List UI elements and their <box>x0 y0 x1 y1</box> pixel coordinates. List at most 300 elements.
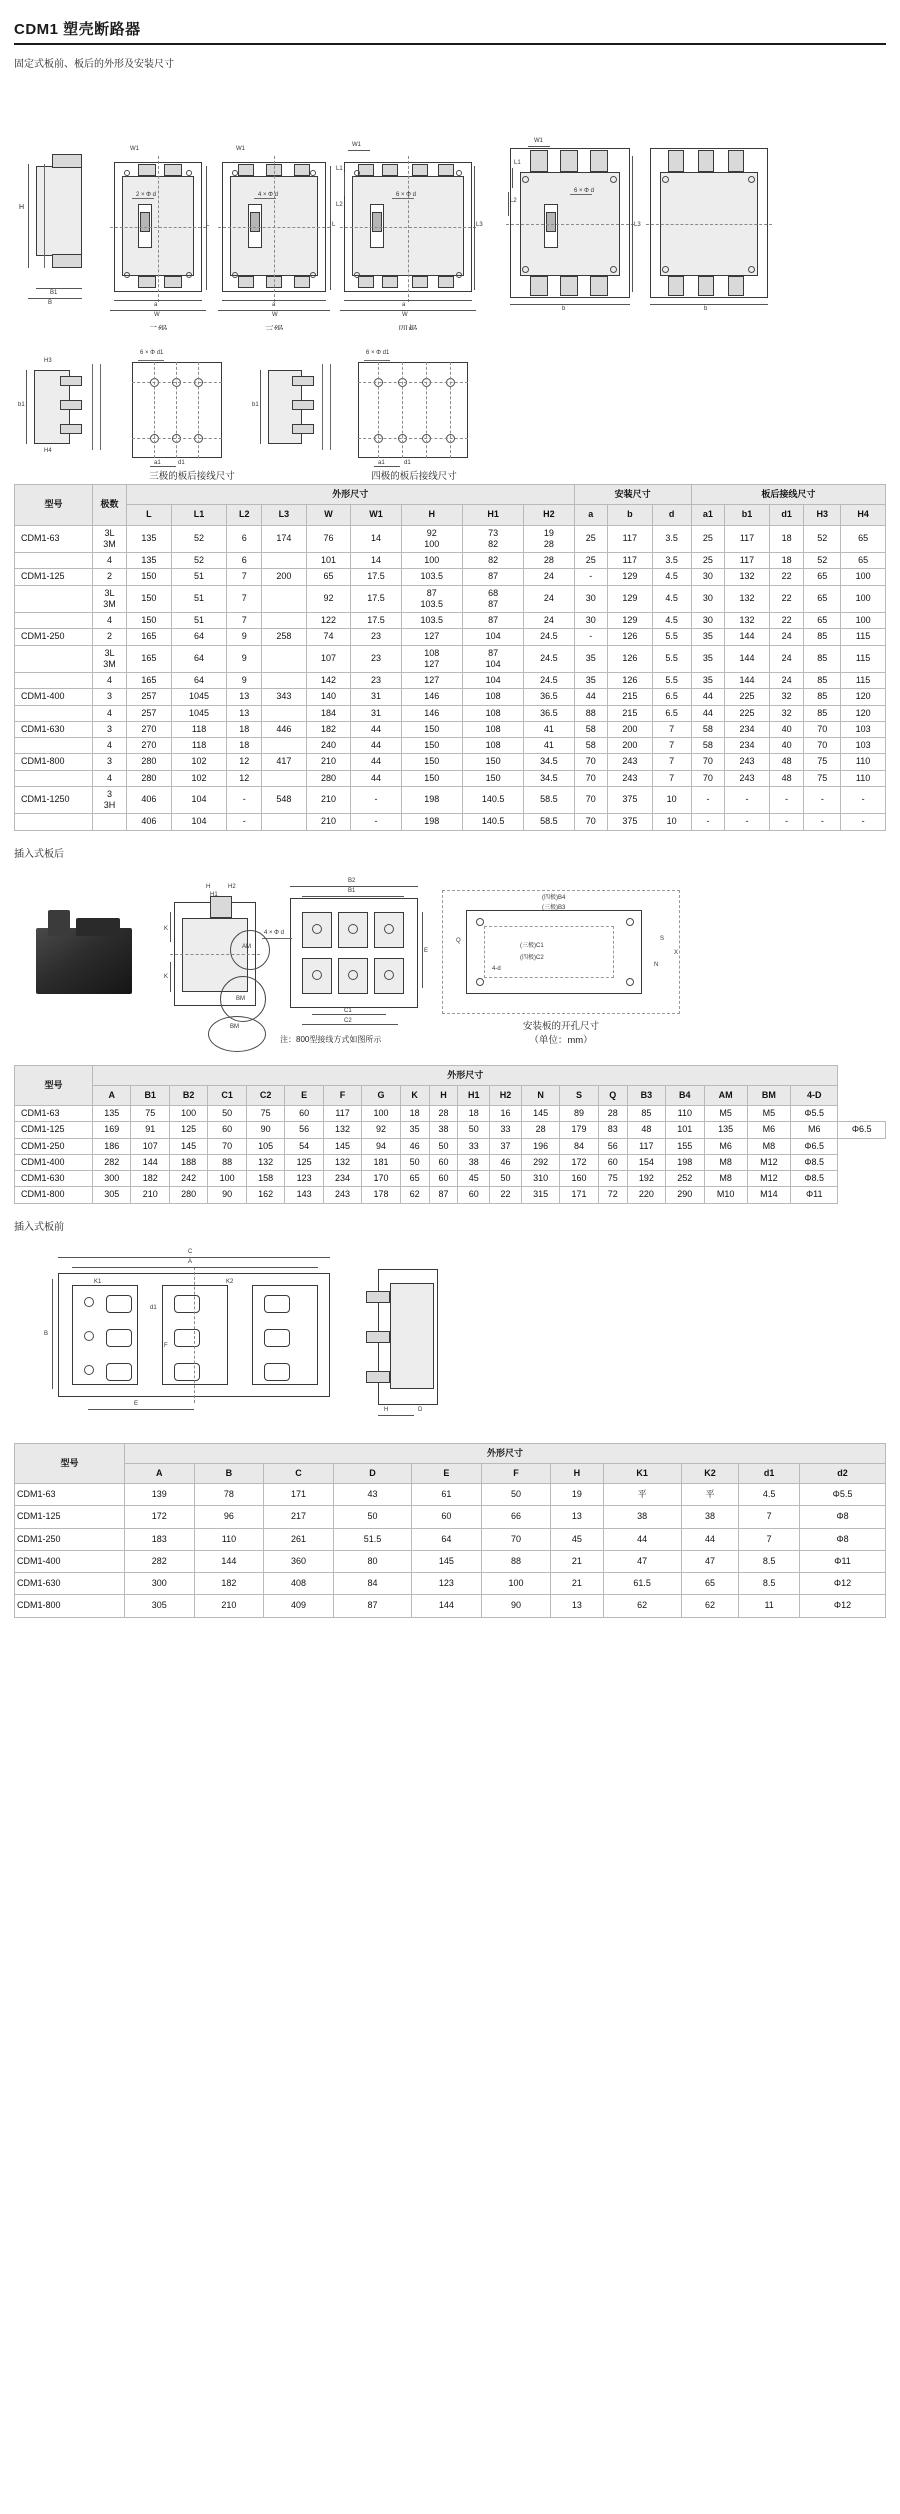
cell-value: Φ6.5 <box>791 1138 838 1154</box>
cell-value: 375 <box>608 786 653 814</box>
cell-value: 406 <box>127 814 172 830</box>
cell-value: 150 <box>401 770 462 786</box>
cell-value: 104 <box>171 814 227 830</box>
cell-value: 292 <box>521 1154 559 1170</box>
table-row <box>15 689 886 705</box>
cell-model <box>15 770 93 786</box>
cell-value: 80 <box>333 1550 411 1572</box>
cell-value: 146 <box>401 705 462 721</box>
cell-value: 18 <box>400 1106 429 1122</box>
cell-value: 76 <box>306 525 351 553</box>
cell-value: 132 <box>323 1154 361 1170</box>
th-a1: a1 <box>691 505 724 525</box>
cell-value: 4 <box>93 613 127 629</box>
cell-value: 28 <box>429 1106 458 1122</box>
cell-value: 65 <box>841 553 886 569</box>
th3-col-K2: K2 <box>681 1463 738 1483</box>
table-row <box>15 1138 886 1154</box>
table-row <box>15 645 886 673</box>
cell-value: 72 <box>598 1187 627 1203</box>
cell-value: 100 <box>841 585 886 613</box>
cell-value: 52 <box>171 553 227 569</box>
cell-value: - <box>769 786 804 814</box>
cell-value: - <box>574 629 607 645</box>
cell-value: 64 <box>412 1528 482 1550</box>
cell-value: 360 <box>264 1550 334 1572</box>
cell-value: 155 <box>666 1138 704 1154</box>
cell-value: 104 <box>462 673 523 689</box>
cell-value: 150 <box>401 754 462 770</box>
cell-value: 243 <box>725 770 770 786</box>
table2-group-row <box>15 1065 886 1085</box>
cell-value: 408 <box>264 1573 334 1595</box>
cell-value: 103 <box>841 721 886 737</box>
dimensions-table-plugin-rear <box>14 1065 886 1204</box>
cell-value: 24.5 <box>524 673 574 689</box>
table3-head <box>15 1443 886 1484</box>
cell-value: 51 <box>171 613 227 629</box>
table-row <box>15 525 886 553</box>
cell-value: 58.5 <box>524 786 574 814</box>
cell-value: M10 <box>704 1187 747 1203</box>
cell-value: 140 <box>306 689 351 705</box>
cell-value: 75 <box>131 1106 169 1122</box>
cell-value: - <box>227 786 262 814</box>
cell-value: 35 <box>574 645 607 673</box>
cell-value: 3L 3M <box>93 645 127 673</box>
cell-value: 258 <box>262 629 307 645</box>
cell-value: 150 <box>127 613 172 629</box>
cell-value: 375 <box>608 814 653 830</box>
cell-value: 70 <box>574 814 607 830</box>
cell-value: 172 <box>125 1506 195 1528</box>
cell-value: 145 <box>323 1138 361 1154</box>
table1-col-row <box>15 505 886 525</box>
cell-value: 198 <box>401 814 462 830</box>
title-rule <box>14 43 886 45</box>
cell-value: Φ11 <box>800 1550 886 1572</box>
cell-value: 61 <box>412 1484 482 1506</box>
cell-value: 4 <box>93 770 127 786</box>
th-d1: d1 <box>769 505 804 525</box>
cell-value: 101 <box>306 553 351 569</box>
cell-value: 3 <box>93 689 127 705</box>
th-poles: 极数 <box>93 485 127 526</box>
cell-value <box>262 738 307 754</box>
cell-value: 37 <box>490 1138 522 1154</box>
cell-value: 21 <box>551 1550 603 1572</box>
cell-value: 62 <box>400 1187 429 1203</box>
cell-value: 162 <box>246 1187 284 1203</box>
cell-value: 65 <box>400 1171 429 1187</box>
th3-outline-dims: 外形尺寸 <box>125 1443 886 1463</box>
cell-value: 2 <box>93 629 127 645</box>
th2-col-BM: BM <box>747 1085 790 1105</box>
cell-value: 43 <box>333 1484 411 1506</box>
th3-col-K1: K1 <box>603 1463 681 1483</box>
section-label-plugin-front: 插入式板前 <box>14 1221 64 1233</box>
cell-value: 4.5 <box>652 585 691 613</box>
cell-value: - <box>691 786 724 814</box>
cell-value: 310 <box>521 1171 559 1187</box>
th-L1: L1 <box>171 505 227 525</box>
cell-model: CDM1-63 <box>15 1484 125 1506</box>
cell-value: 22 <box>769 569 804 585</box>
cell-value: 60 <box>598 1154 627 1170</box>
cell-model <box>15 613 93 629</box>
cell-value: 24 <box>524 585 574 613</box>
cell-value: 100 <box>169 1106 207 1122</box>
cell-value: 13 <box>551 1506 603 1528</box>
cell-value: 70 <box>574 754 607 770</box>
cell-value: 44 <box>691 689 724 705</box>
cell-value: 56 <box>285 1122 323 1138</box>
cell-value: 315 <box>521 1187 559 1203</box>
cell-value: 44 <box>351 754 401 770</box>
cell-value: 21 <box>551 1573 603 1595</box>
diagram-fixed-front-rear: H B1 B 2 × Φ d W1 a W L 4 × Φ d W1 a W L 6 × Φ d W1 L1 L2 L3 a W W1 L1 L2 6 × Φ d L3 b b <box>14 76 886 326</box>
cell-value: 4 <box>93 705 127 721</box>
cell-value: 243 <box>608 770 653 786</box>
cell-value: 62 <box>681 1595 738 1617</box>
cell-value: 280 <box>127 754 172 770</box>
cell-value: 44 <box>691 705 724 721</box>
cell-value: - <box>227 814 262 830</box>
th2-col-A: A <box>93 1085 131 1105</box>
cell-value: 135 <box>704 1122 747 1138</box>
cell-value: 150 <box>127 569 172 585</box>
th-b: b <box>608 505 653 525</box>
cell-value: 48 <box>627 1122 665 1138</box>
cell-value: - <box>351 814 401 830</box>
cell-value: 2 <box>93 569 127 585</box>
cell-value: 144 <box>725 629 770 645</box>
cell-value: 84 <box>333 1573 411 1595</box>
cell-value: 70 <box>804 721 841 737</box>
cell-value: 280 <box>306 770 351 786</box>
th3-col-d1: d1 <box>739 1463 800 1483</box>
cell-value: 122 <box>306 613 351 629</box>
cell-value: 54 <box>285 1138 323 1154</box>
cell-value: 65 <box>804 613 841 629</box>
cell-value: 132 <box>725 569 770 585</box>
cell-value: 18 <box>227 738 262 754</box>
cell-value: 188 <box>169 1154 207 1170</box>
th3-col-C: C <box>264 1463 334 1483</box>
cell-value: 34.5 <box>524 754 574 770</box>
cell-value: 4 <box>93 673 127 689</box>
cell-value: 34.5 <box>524 770 574 786</box>
cell-value: 184 <box>306 705 351 721</box>
cell-value: 108 <box>462 689 523 705</box>
cell-value: 100 <box>362 1106 400 1122</box>
cell-value: 257 <box>127 689 172 705</box>
table-row <box>15 569 886 585</box>
cell-value: 75 <box>804 770 841 786</box>
cell-value: 87 <box>462 613 523 629</box>
cell-value: 30 <box>574 585 607 613</box>
cell-value: 305 <box>125 1595 195 1617</box>
cell-value: 19 <box>551 1484 603 1506</box>
cell-value: 144 <box>725 645 770 673</box>
cell-value: 7 <box>227 613 262 629</box>
cell-value <box>262 585 307 613</box>
cell-value: 46 <box>400 1138 429 1154</box>
cell-value: 24 <box>769 673 804 689</box>
cell-model: CDM1-250 <box>15 1528 125 1550</box>
cell-value: 169 <box>93 1122 131 1138</box>
cell-value: 108 <box>462 705 523 721</box>
cell-value: Φ6.5 <box>838 1122 886 1138</box>
diagram-plugin-rear: H H2 H1 K K B2 B1 E C1 C2 4 × Φ d AM BM BM (四极)B4 (三极)B3 (三极)C1 (四极)C2 4-d Q S X N 安装板的开孔尺寸 （单位：mm） 注：800型接线方式如图所示 <box>14 866 886 1061</box>
rear-wiring-caption-3pole: 三极的板后接线尺寸 <box>149 471 235 482</box>
th3-col-d2: d2 <box>800 1463 886 1483</box>
cell-value: 12 <box>227 754 262 770</box>
cell-value: 65 <box>681 1573 738 1595</box>
cell-value: 74 <box>306 629 351 645</box>
cell-value: 198 <box>666 1154 704 1170</box>
cell-value: 170 <box>362 1171 400 1187</box>
cell-model: CDM1-630 <box>15 721 93 737</box>
cell-model: CDM1-63 <box>15 525 93 553</box>
table-row <box>15 1550 886 1572</box>
table-row <box>15 1171 886 1187</box>
cell-value: 6.5 <box>652 689 691 705</box>
th3-model: 型号 <box>15 1443 125 1484</box>
th2-col-S: S <box>560 1085 598 1105</box>
cell-value: 75 <box>804 754 841 770</box>
cell-value: 90 <box>208 1187 246 1203</box>
th-b1: b1 <box>725 505 770 525</box>
th-H2: H2 <box>524 505 574 525</box>
cell-value: 40 <box>769 738 804 754</box>
cell-value: 100 <box>841 613 886 629</box>
cell-value: 88 <box>574 705 607 721</box>
cell-value: 9 <box>227 673 262 689</box>
cell-value: 6 <box>227 525 262 553</box>
cell-value: 139 <box>125 1484 195 1506</box>
cell-value: 50 <box>458 1122 490 1138</box>
cell-value: 92 <box>306 585 351 613</box>
side-view-bottom-lug <box>52 254 82 268</box>
cell-value: 64 <box>171 629 227 645</box>
th2-col-H1: H1 <box>458 1085 490 1105</box>
cell-value: 73 82 <box>462 525 523 553</box>
cell-value: 50 <box>208 1106 246 1122</box>
rear-plate-4pole <box>358 362 468 458</box>
th-d: d <box>652 505 691 525</box>
th2-col-4-D: 4-D <box>791 1085 838 1105</box>
cell-value: 64 <box>171 673 227 689</box>
cell-value: 22 <box>490 1187 522 1203</box>
table2-head <box>15 1065 886 1106</box>
cell-value: 142 <box>306 673 351 689</box>
cell-value: M5 <box>704 1106 747 1122</box>
cell-value: 7 <box>227 569 262 585</box>
th2-col-F: F <box>323 1085 361 1105</box>
cell-value: 110 <box>666 1106 704 1122</box>
cell-value: 23 <box>351 673 401 689</box>
cell-value: 7 <box>739 1528 800 1550</box>
cell-value: 25 <box>574 525 607 553</box>
cell-value: 117 <box>323 1106 361 1122</box>
cell-value: 13 <box>551 1595 603 1617</box>
cell-value: 125 <box>169 1122 207 1138</box>
table3-col-row <box>15 1463 886 1483</box>
th3-col-H: H <box>551 1463 603 1483</box>
cell-value: 183 <box>125 1528 195 1550</box>
cell-value: 48 <box>769 770 804 786</box>
cell-value: - <box>351 786 401 814</box>
th2-col-B1: B1 <box>131 1085 169 1105</box>
cell-value: M6 <box>791 1122 838 1138</box>
callout-AM <box>230 930 270 970</box>
cell-value: 179 <box>560 1122 598 1138</box>
cell-value: 110 <box>841 754 886 770</box>
cell-value: M12 <box>747 1171 790 1187</box>
cell-value: 58 <box>691 721 724 737</box>
cell-value: - <box>769 814 804 830</box>
cell-value: Φ8.5 <box>791 1171 838 1187</box>
cell-value: 60 <box>429 1171 458 1187</box>
cell-value: 182 <box>194 1573 264 1595</box>
cell-value: 103.5 <box>401 613 462 629</box>
cell-model: CDM1-800 <box>15 1595 125 1617</box>
cell-value: 446 <box>262 721 307 737</box>
cell-value: 65 <box>804 585 841 613</box>
cell-value: - <box>804 814 841 830</box>
cell-value: 172 <box>560 1154 598 1170</box>
cell-value: - <box>574 569 607 585</box>
cell-value: - <box>841 786 886 814</box>
table-row <box>15 754 886 770</box>
cell-value: 110 <box>841 770 886 786</box>
th2-col-K: K <box>400 1085 429 1105</box>
cell-value: 120 <box>841 689 886 705</box>
cell-value: M8 <box>704 1171 747 1187</box>
cell-value: 144 <box>131 1154 169 1170</box>
cell-value: 280 <box>127 770 172 786</box>
cell-value <box>262 613 307 629</box>
cell-model <box>15 645 93 673</box>
cell-value: 108 <box>462 738 523 754</box>
cell-value: 36.5 <box>524 689 574 705</box>
cell-value: 7 <box>652 754 691 770</box>
cell-value: M12 <box>747 1154 790 1170</box>
cell-value: 44 <box>351 738 401 754</box>
cell-value: 84 <box>560 1138 598 1154</box>
th-L: L <box>127 505 172 525</box>
cell-value: 192 <box>627 1171 665 1187</box>
cell-model <box>15 738 93 754</box>
cell-value: 8.5 <box>739 1550 800 1572</box>
cell-value: 88 <box>208 1154 246 1170</box>
cell-value: 104 <box>171 786 227 814</box>
table2-col-row <box>15 1085 886 1105</box>
cell-model: CDM1-125 <box>15 569 93 585</box>
cell-value: 132 <box>725 613 770 629</box>
cell-value: 150 <box>462 770 523 786</box>
cell-value: Φ8 <box>800 1506 886 1528</box>
cell-value: 3.5 <box>652 553 691 569</box>
cell-value: 3 <box>93 754 127 770</box>
cell-value: 140.5 <box>462 814 523 830</box>
cell-model <box>15 673 93 689</box>
cell-value: 3L 3M <box>93 585 127 613</box>
cell-value: 22 <box>769 585 804 613</box>
cell-value: 234 <box>323 1171 361 1187</box>
cell-value: 117 <box>725 525 770 553</box>
cell-value <box>262 814 307 830</box>
th-H1: H1 <box>462 505 523 525</box>
cell-value: 200 <box>608 721 653 737</box>
cell-value: 94 <box>362 1138 400 1154</box>
product-photo <box>36 928 132 994</box>
table-row <box>15 1154 886 1170</box>
cell-value: M6 <box>704 1138 747 1154</box>
cell-value: 36.5 <box>524 705 574 721</box>
cell-value: 154 <box>627 1154 665 1170</box>
cell-value: 117 <box>608 525 653 553</box>
cell-value: 14 <box>351 553 401 569</box>
cell-value: 87 <box>462 569 523 585</box>
cell-value: 182 <box>131 1171 169 1187</box>
table-row <box>15 770 886 786</box>
cell-value: 4 <box>93 553 127 569</box>
th2-col-C2: C2 <box>246 1085 284 1105</box>
table-row <box>15 1573 886 1595</box>
cell-model: CDM1-63 <box>15 1106 93 1122</box>
cell-value: 58 <box>574 721 607 737</box>
cell-value: 160 <box>560 1171 598 1187</box>
callout-BM-detail <box>208 1016 266 1052</box>
cell-value: 51 <box>171 585 227 613</box>
cell-value: 150 <box>401 721 462 737</box>
cell-value: 28 <box>598 1106 627 1122</box>
cell-value: 123 <box>285 1171 323 1187</box>
cell-value: 100 <box>841 569 886 585</box>
table-row <box>15 613 886 629</box>
cell-value <box>93 814 127 830</box>
cell-value: 7 <box>739 1506 800 1528</box>
cell-value: 118 <box>171 721 227 737</box>
cell-value: 83 <box>598 1122 627 1138</box>
cell-value: 4.5 <box>652 613 691 629</box>
cell-value: Φ5.5 <box>800 1484 886 1506</box>
cell-value: 50 <box>481 1484 551 1506</box>
cell-value: 40 <box>769 721 804 737</box>
th2-col-C1: C1 <box>208 1085 246 1105</box>
cell-value: 210 <box>306 786 351 814</box>
cell-value: 64 <box>171 645 227 673</box>
cell-value: 30 <box>574 613 607 629</box>
table-row <box>15 814 886 830</box>
cell-value: 44 <box>574 689 607 705</box>
cell-value: 234 <box>725 721 770 737</box>
th2-col-H: H <box>429 1085 458 1105</box>
cell-value: 8.5 <box>739 1573 800 1595</box>
table2-body <box>15 1106 886 1204</box>
cell-value: 118 <box>171 738 227 754</box>
cell-value: 65 <box>841 525 886 553</box>
cell-value: 178 <box>362 1187 400 1203</box>
cell-model <box>15 585 93 613</box>
cell-value <box>262 770 307 786</box>
cell-value: 101 <box>666 1122 704 1138</box>
table-row <box>15 629 886 645</box>
cell-value: 70 <box>574 770 607 786</box>
cell-value: 135 <box>127 525 172 553</box>
